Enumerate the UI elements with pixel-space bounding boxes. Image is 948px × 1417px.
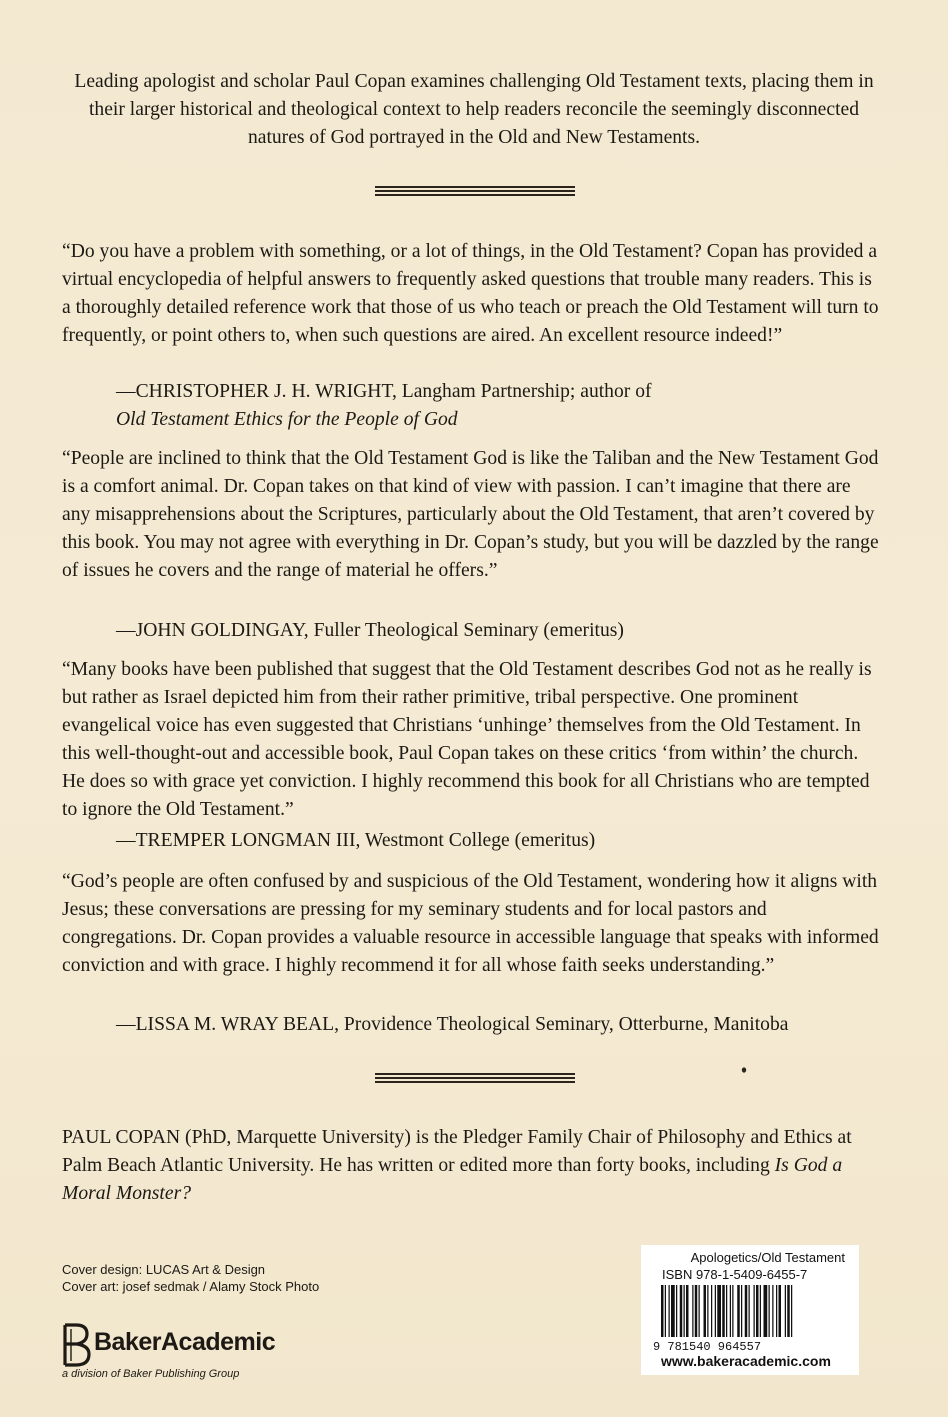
bottom-divider bbox=[375, 1073, 575, 1083]
barcode-bar bbox=[730, 1285, 731, 1337]
barcode-bar bbox=[791, 1285, 792, 1337]
barcode-bar bbox=[745, 1285, 748, 1337]
subject-category: Apologetics/Old Testament bbox=[690, 1250, 845, 1265]
barcode-bar bbox=[704, 1285, 707, 1337]
author-bio-book-title: Is God a Moral Monster? bbox=[62, 1155, 843, 1204]
barcode-bar bbox=[787, 1285, 790, 1337]
publisher-logo bbox=[62, 1323, 342, 1383]
barcode-bar bbox=[669, 1285, 670, 1337]
author-bio bbox=[62, 1124, 882, 1208]
barcode-bar bbox=[692, 1285, 693, 1337]
barcode-bar bbox=[749, 1285, 750, 1337]
barcode-bar bbox=[707, 1285, 708, 1337]
cover-design-credit: Cover design: LUCAS Art & Design bbox=[62, 1262, 266, 1277]
cover-credits bbox=[62, 1261, 319, 1295]
baker-b-icon bbox=[62, 1323, 92, 1367]
endorsement-attribution-4: —LISSA M. WRAY BEAL, Providence Theological Seminary, Otterburne, Manitoba bbox=[116, 1014, 789, 1035]
barcode-digits: 9 781540 964557 bbox=[653, 1340, 762, 1351]
publisher-name: BakerAcademic bbox=[94, 1328, 276, 1356]
barcode-bar bbox=[686, 1285, 689, 1337]
barcode-bar bbox=[737, 1285, 740, 1337]
endorsement-attribution-3: —TREMPER LONGMAN III, Westmont College (emeritus) bbox=[116, 830, 596, 851]
speck-mark bbox=[740, 1066, 748, 1076]
barcode-bar bbox=[722, 1285, 725, 1337]
barcode-bar bbox=[661, 1285, 664, 1337]
barcode-bar bbox=[680, 1285, 683, 1337]
barcode-bar bbox=[732, 1285, 733, 1337]
top-divider bbox=[375, 186, 575, 196]
barcode-bar bbox=[772, 1285, 773, 1337]
barcode-bar bbox=[785, 1285, 786, 1337]
endorsement-quote-1: “Do you have a problem with something, or a lot of things, in the Old Testament? Copan has provided a virtual encyclopedia of helpful answers to frequently asked questions that trouble many readers. This is a thoroughly detailed reference work that those of us who teach or preach the Old Testament will turn to frequently, or point others to, when such questions are aired. An excellent resource indeed!” bbox=[62, 241, 879, 346]
endorsement-quote-4: “God’s people are often confused by and suspicious of the Old Testament, wondering how it aligns with Jesus; these conversations are pressing for my seminary students and for local pastors and congregations. Dr. Copan provides a valuable resource in accessible language that speaks with informed conviction and with grace. I highly recommend it for all whose faith seeks understanding.” bbox=[62, 871, 879, 976]
barcode-bar bbox=[699, 1285, 700, 1337]
publisher-tagline: a division of Baker Publishing Group bbox=[62, 1368, 240, 1380]
cover-art-credit: Cover art: josef sedmak / Alamy Stock Photo bbox=[62, 1279, 320, 1294]
publisher-website: www.bakeracademic.com bbox=[661, 1353, 831, 1369]
endorsement-work-title: Old Testament Ethics for the People of God bbox=[116, 409, 458, 430]
barcode-bar bbox=[717, 1285, 721, 1337]
endorsement-quote-2: “People are inclined to think that the Old Testament God is like the Taliban and the New Testament God is a comfort animal. Dr. Copan takes on that kind of view with passion. I can’t imagine that there are any misapprehensions about the Scriptures, particularly about the Old Testament, that aren’t covered by this book. You may not agree with everything in Dr. Copan’s study, but you will be dazzled by the range of issues he covers and the range of material he offers.” bbox=[62, 448, 879, 581]
barcode-graphic bbox=[653, 1285, 853, 1351]
barcode-bar bbox=[676, 1285, 677, 1337]
endorsement-attribution-2: —JOHN GOLDINGAY, Fuller Theological Seminary (emeritus) bbox=[116, 620, 624, 641]
barcode-bar bbox=[726, 1285, 727, 1337]
barcode-bar bbox=[769, 1285, 770, 1337]
barcode-bar bbox=[779, 1285, 782, 1337]
barcode-bar bbox=[741, 1285, 742, 1337]
barcode-bar bbox=[764, 1285, 768, 1337]
barcode-bar bbox=[760, 1285, 761, 1337]
isbn-barcode-block bbox=[641, 1245, 859, 1375]
barcode-bar bbox=[754, 1285, 755, 1337]
barcode-bar bbox=[695, 1285, 698, 1337]
barcode-bar bbox=[756, 1285, 759, 1337]
author-bio-text: PAUL COPAN (PhD, Marquette University) is the Pledger Family Chair of Philosophy and Ethics at Palm Beach Atlantic University. He has written or edited more than forty books, including bbox=[62, 1127, 852, 1176]
barcode-bar bbox=[711, 1285, 712, 1337]
isbn-number: ISBN 978-1-5409-6455-7 bbox=[662, 1267, 808, 1282]
book-description: Leading apologist and scholar Paul Copan examines challenging Old Testament texts, placing them in their larger historical and theological context to help readers reconcile the seemingly disconnected natures of God portrayed in the Old and New Testaments. bbox=[74, 71, 874, 148]
endorsement-attribution-1 bbox=[116, 378, 896, 434]
barcode-bar bbox=[715, 1285, 716, 1337]
barcode-bar bbox=[665, 1285, 666, 1337]
barcode-bar bbox=[671, 1285, 675, 1337]
endorsement-quote-3: “Many books have been published that suggest that the Old Testament describes God not as he really is but rather as Israel depicted him from their rather primitive, tribal perspective. One prominent evangelical voice has even suggested that Christians ‘unhinge’ themselves from the Old Testament. In this well-thought-out and accessible book, Paul Copan takes on these critics ‘from within’ the church. He does so with grace yet conviction. I highly recommend this book for all Christians who are tempted to ignore the Old Testament.” bbox=[62, 659, 872, 820]
endorsement-author-1: —CHRISTOPHER J. H. WRIGHT, Langham Partnership; author of bbox=[116, 381, 652, 402]
barcode-bar bbox=[684, 1285, 685, 1337]
barcode-bar bbox=[776, 1285, 777, 1337]
